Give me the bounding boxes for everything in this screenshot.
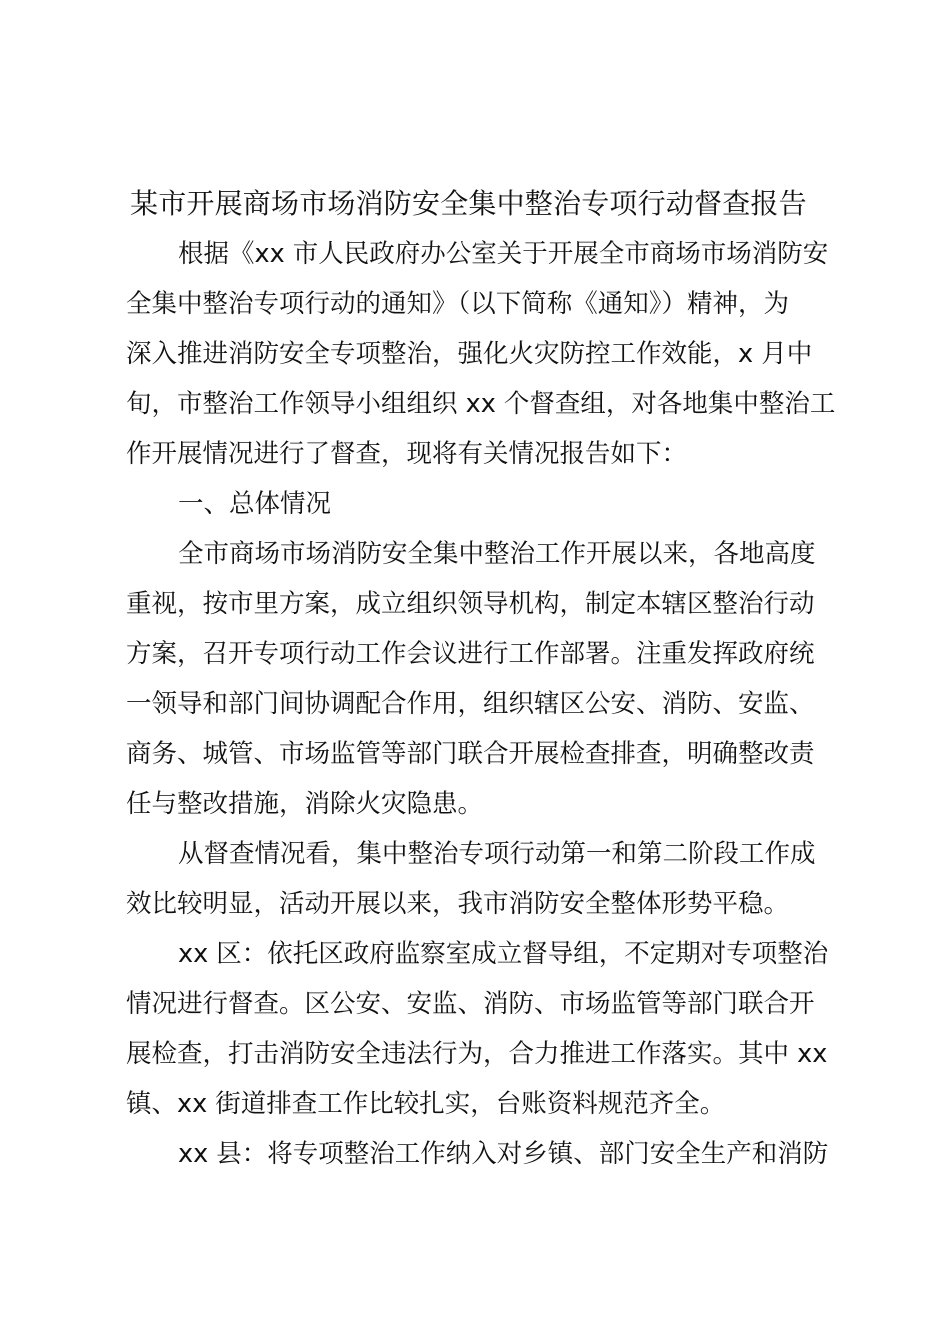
body-line: 从督查情况看，集中整治专项行动第一和第二阶段工作成 — [178, 839, 816, 869]
body-line: 情况进行督查。区公安、安监、消防、市场监管等部门联合开 — [126, 989, 815, 1019]
body-line: 根据《xx 市人民政府办公室关于开展全市商场市场消防安 — [178, 239, 829, 269]
body-line: 旬，市整治工作领导小组组织 xx 个督查组，对各地集中整治工 — [126, 389, 836, 419]
document-title: 某市开展商场市场消防安全集中整治专项行动督查报告 — [130, 187, 807, 220]
body-line: 全集中整治专项行动的通知》（以下简称《通知》）精神，为 — [126, 289, 790, 319]
body-line: 方案，召开专项行动工作会议进行工作部署。注重发挥政府统 — [126, 639, 815, 669]
body-line: 作开展情况进行了督查，现将有关情况报告如下： — [126, 439, 688, 469]
body-line: 重视，按市里方案，成立组织领导机构，制定本辖区整治行动 — [126, 589, 815, 619]
body-line: xx 县：将专项整治工作纳入对乡镇、部门安全生产和消防 — [178, 1139, 829, 1169]
body-line: 展检查，打击消防安全违法行为，合力推进工作落实。其中 xx — [126, 1039, 828, 1069]
body-line: 全市商场市场消防安全集中整治工作开展以来，各地高度 — [178, 539, 816, 569]
section-heading: 一、总体情况 — [178, 489, 332, 519]
body-line: 商务、城管、市场监管等部门联合开展检查排查，明确整改责 — [126, 739, 815, 769]
body-line: 任与整改措施，消除火灾隐患。 — [126, 789, 484, 819]
body-line: 一领导和部门间协调配合作用，组织辖区公安、消防、安监、 — [126, 689, 815, 719]
body-line: 效比较明显，活动开展以来，我市消防安全整体形势平稳。 — [126, 889, 790, 919]
body-line: 镇、xx 街道排查工作比较扎实，台账资料规范齐全。 — [126, 1089, 726, 1119]
body-line: 深入推进消防安全专项整治，强化火灾防控工作效能，x 月中 — [126, 339, 813, 369]
body-line: xx 区：依托区政府监察室成立督导组，不定期对专项整治 — [178, 939, 829, 969]
